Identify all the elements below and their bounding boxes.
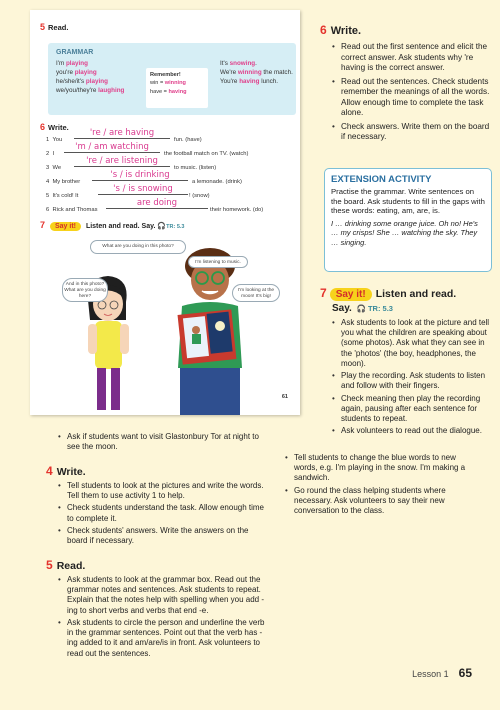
say-it-pill: Say it! [330,288,372,301]
exercise-after: the football match on TV. (watch) [164,151,249,157]
exercise-after: a lemonade. (drink) [192,179,242,185]
list-item: • Ask if students want to visit Glastonbury Tor at night to see the moon. [58,432,273,452]
write-heading: 6 Write. [40,122,69,132]
exercise-row: 2 I [46,151,55,157]
read-5-list [58,575,268,661]
exercise-after: to music. (listen) [174,165,217,171]
grammar-line: you're playing [56,68,97,76]
list-item: • Check answers. Write them on the board if necessary. [332,122,494,143]
say-it-7-list [332,318,497,439]
exercise-row: 5 It's cold! It [46,193,79,199]
write-4-list [58,481,268,548]
grammar-line: I'm playing [56,60,88,67]
speech-bubble: I'm looking at the moon! It's big! [232,284,280,302]
grammar-left-lines [56,60,124,96]
exercise-row: 3 We [46,165,62,171]
extension-example: I … drinking some orange juice. Oh no! He's … my crisps! She … watching the sky. They … singing. [331,218,478,247]
list-item: • Read out the first sentence and elicit the correct answer. Ask students why 're having is the correct answer. [332,42,494,74]
list-item: • Tell students to change the blue words to new words, e.g. I'm playing in the snow. I'm making a sandwich. [285,453,480,484]
say-it-7-list-continued [285,453,480,518]
grammar-line: we/you/they're laughing [56,86,125,94]
list-item: • Check meaning then play the recording again, pausing after each sentence for students to repeat. [332,394,497,425]
photo-album [178,309,237,364]
extension-body: Practise the grammar. Write sentences on the board. Ask students to fill in the gaps with these words: eating, am, are, is. [331,187,485,216]
student-book-page [30,10,300,415]
exercise-after: ! (snow) [189,193,210,199]
speech-bubble: I'm listening to music. [188,256,248,268]
remember-box: Remember! win = winning have = having [146,68,208,108]
exercise-answer: 're / are listening [74,156,170,167]
extension-activity-box [324,168,492,272]
list-item: • Ask students to look at the picture and tell you what the children are speaking about (some photos). Ask what they can see in the 'photos' (the boy, headphones, the moon). [332,318,497,369]
speech-bubble: And in this photo? What are you doing here? [62,278,108,302]
read-heading: 5 Read. [40,22,69,32]
exercise-answer: 's / is drinking [92,170,188,181]
say-it-7-heading: 7 Say it! Listen and read. [320,286,457,300]
children-illustration [30,228,300,415]
grammar-line: It's snowing. [220,60,257,67]
grammar-line: he/she/it's playing [56,77,108,85]
grammar-line: We're winning the match. [220,68,293,76]
grammar-box [48,43,296,115]
exercise-after: fun. (have) [174,137,202,143]
list-item: • Ask students to look at the grammar box. Read out the grammar notes and sentences. Ask students to repeat. Explain that the notes help with spelling when you add -ing to short verbs and verbs that end -e. [58,575,268,616]
student-page-number: 61 [281,394,288,400]
list-item: • Check students' answers. Write the answers on the board if necessary. [58,526,268,546]
headphones-icon: 🎧 [356,304,366,313]
speech-bubble: What are you doing in this photo? [90,240,186,254]
write-6-heading: 6 Write. [320,23,362,37]
grammar-line: You're having lunch. [220,77,279,85]
list-item: • Read out the sentences. Check students remember the meanings of all the words. Allow enough time to complete the task alone. [332,77,494,119]
list-item: • Ask volunteers to read out the dialogue. [332,426,497,436]
exercise-answer: 're / are having [74,128,170,139]
write-4-heading: 4 Write. [46,464,86,478]
page-number: 65 [458,666,472,680]
grammar-title: GRAMMAR [56,49,94,56]
exercise-row: 4 My brother [46,179,81,185]
exercise-answer: 's / is snowing [98,184,188,195]
extension-title: EXTENSION ACTIVITY [331,174,432,185]
exercise-row: 1 You [46,137,63,143]
headphones-icon: 🎧 [157,223,167,230]
list-item: • Go round the class helping students where necessary. Ask volunteers to say their new conversation to the class. [285,486,480,517]
lesson-label: Lesson 1 [412,669,449,679]
list-item: • Play the recording. Ask students to listen and follow with their fingers. [332,371,497,391]
exercise-answer: are doing [106,198,208,209]
exercise-after: their homework. (do) [210,207,264,213]
write-6-list [332,42,494,146]
read-5-heading: 5 Read. [46,558,86,572]
list-item: • Ask students to circle the person and underline the verb in the grammar sentences. Point out that the verb has -ing added to it and am/are/is in front. Ask volunteers to read out the sentences. [58,618,268,659]
lead-in-list [58,432,273,454]
say-it-7-subtitle: Say. 🎧 TR: 5.3 [332,303,393,314]
grammar-right-lines [220,60,293,87]
page-footer [412,666,472,680]
list-item: • Check students understand the task. Allow enough time to complete it. [58,503,268,523]
say-it-heading: 7 Say it! Listen and read. Say. 🎧TR: 5.3 [40,220,185,230]
list-item: • Tell students to look at the pictures and write the words. Tell them to use activity 1 to help. [58,481,268,501]
exercise-row: 6 Rick and Thomas [46,207,98,213]
say-it-pill: Say it! [50,222,81,231]
exercise-answer: 'm / am watching [64,142,160,153]
